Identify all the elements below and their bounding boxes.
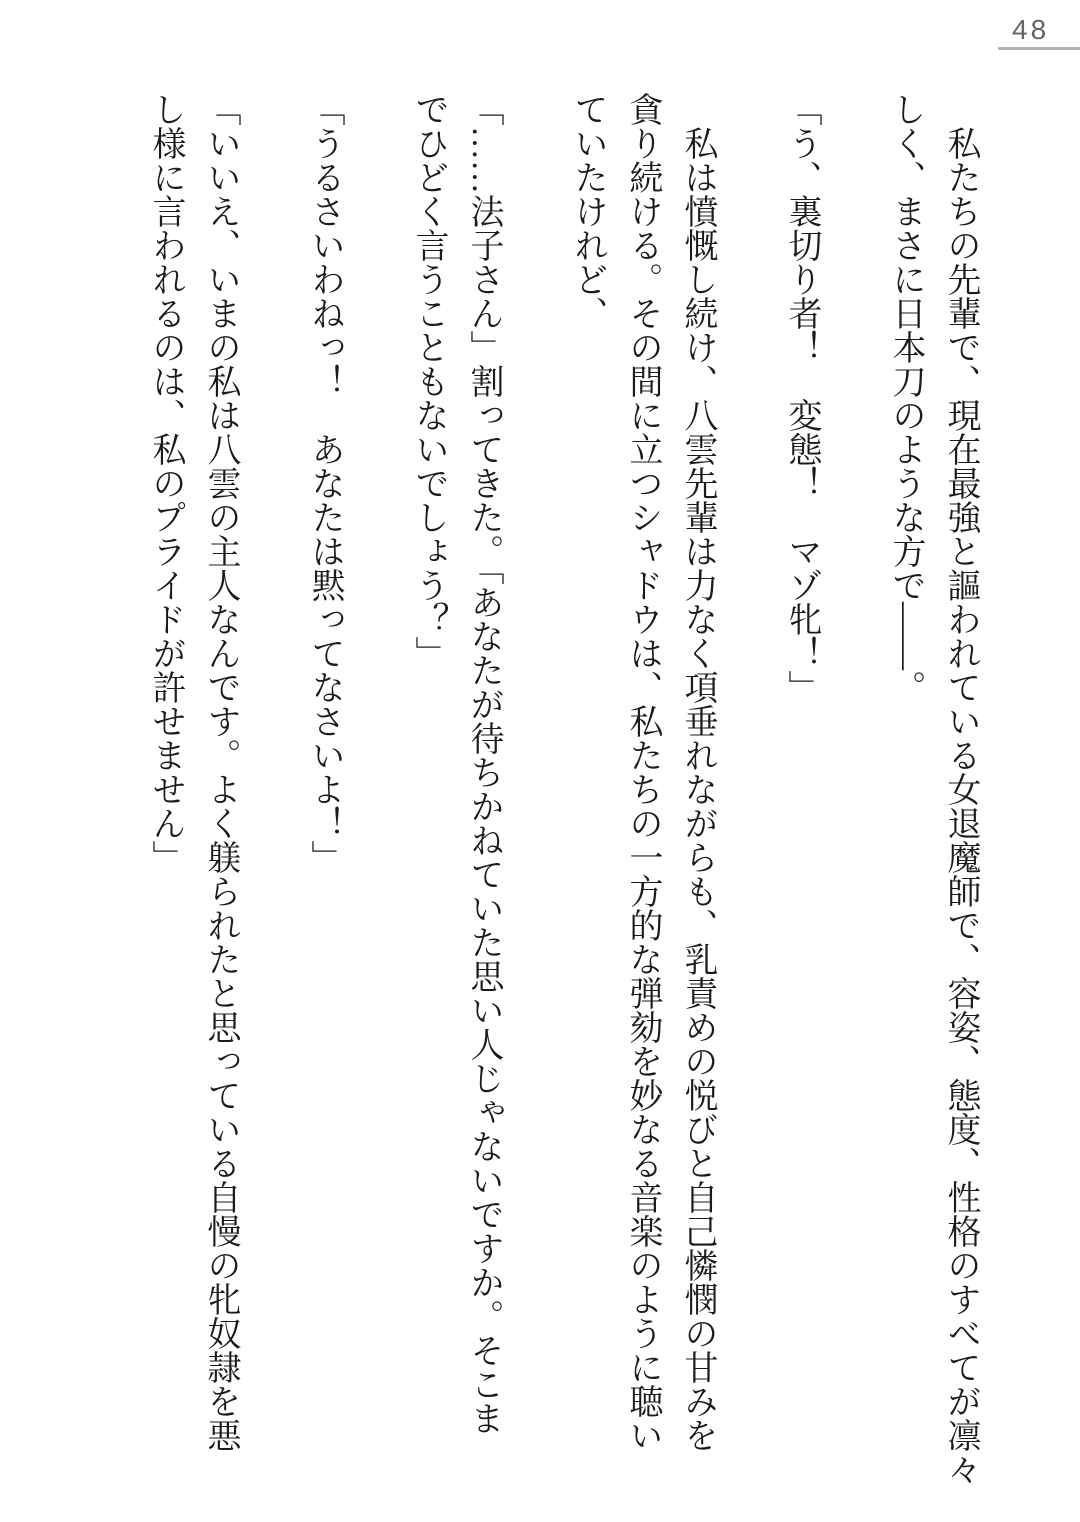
text-line: 「うるさいわねっ！ あなたは黙ってなさいよ！」 [306,92,343,874]
page-number-rule [998,47,1080,50]
paragraph [878,92,988,1486]
text-line: 私たちの先輩で、現在最強と謳われている女退魔師で、容姿、態度、性格のすべてが凛々 [942,92,979,1486]
paragraph [138,92,248,1468]
text-line: でひどく言うこともないでしょう？」 [410,92,447,670]
text-line: し様に言われるのは、私のプライドが許せません」 [147,92,184,874]
text-line: 「……法子さん」割ってきた。「あなたが待ちかねていた思い人じゃないですか。そこま [465,92,502,1435]
text-line: 「う、裏切り者！ 変態！ マゾ牝！」 [783,92,820,704]
text-line: 貪り続ける。その間に立つシャドウは、私たちの一方的な弾劾を妙なる音楽のように聴い [624,92,661,1452]
text-line: 「いいえ、いまの私は八雲の主人なんです。よく躾られたと思っている自慢の牝奴隷を悪 [202,92,239,1452]
page-text [138,92,988,1486]
page-number: 48 [1012,14,1050,45]
paragraph [774,92,829,1468]
text-line: ていたけれど、 [569,92,606,330]
text-line: しく、まさに日本刀のような方で――。 [887,92,924,704]
paragraph [401,92,511,1468]
text-line: 私は憤慨し続け、八雲先輩は力なく項垂れながらも、乳責めの悦びと自己憐憫の甘みを [679,92,716,1452]
paragraph [560,92,725,1468]
paragraph [297,92,352,1468]
